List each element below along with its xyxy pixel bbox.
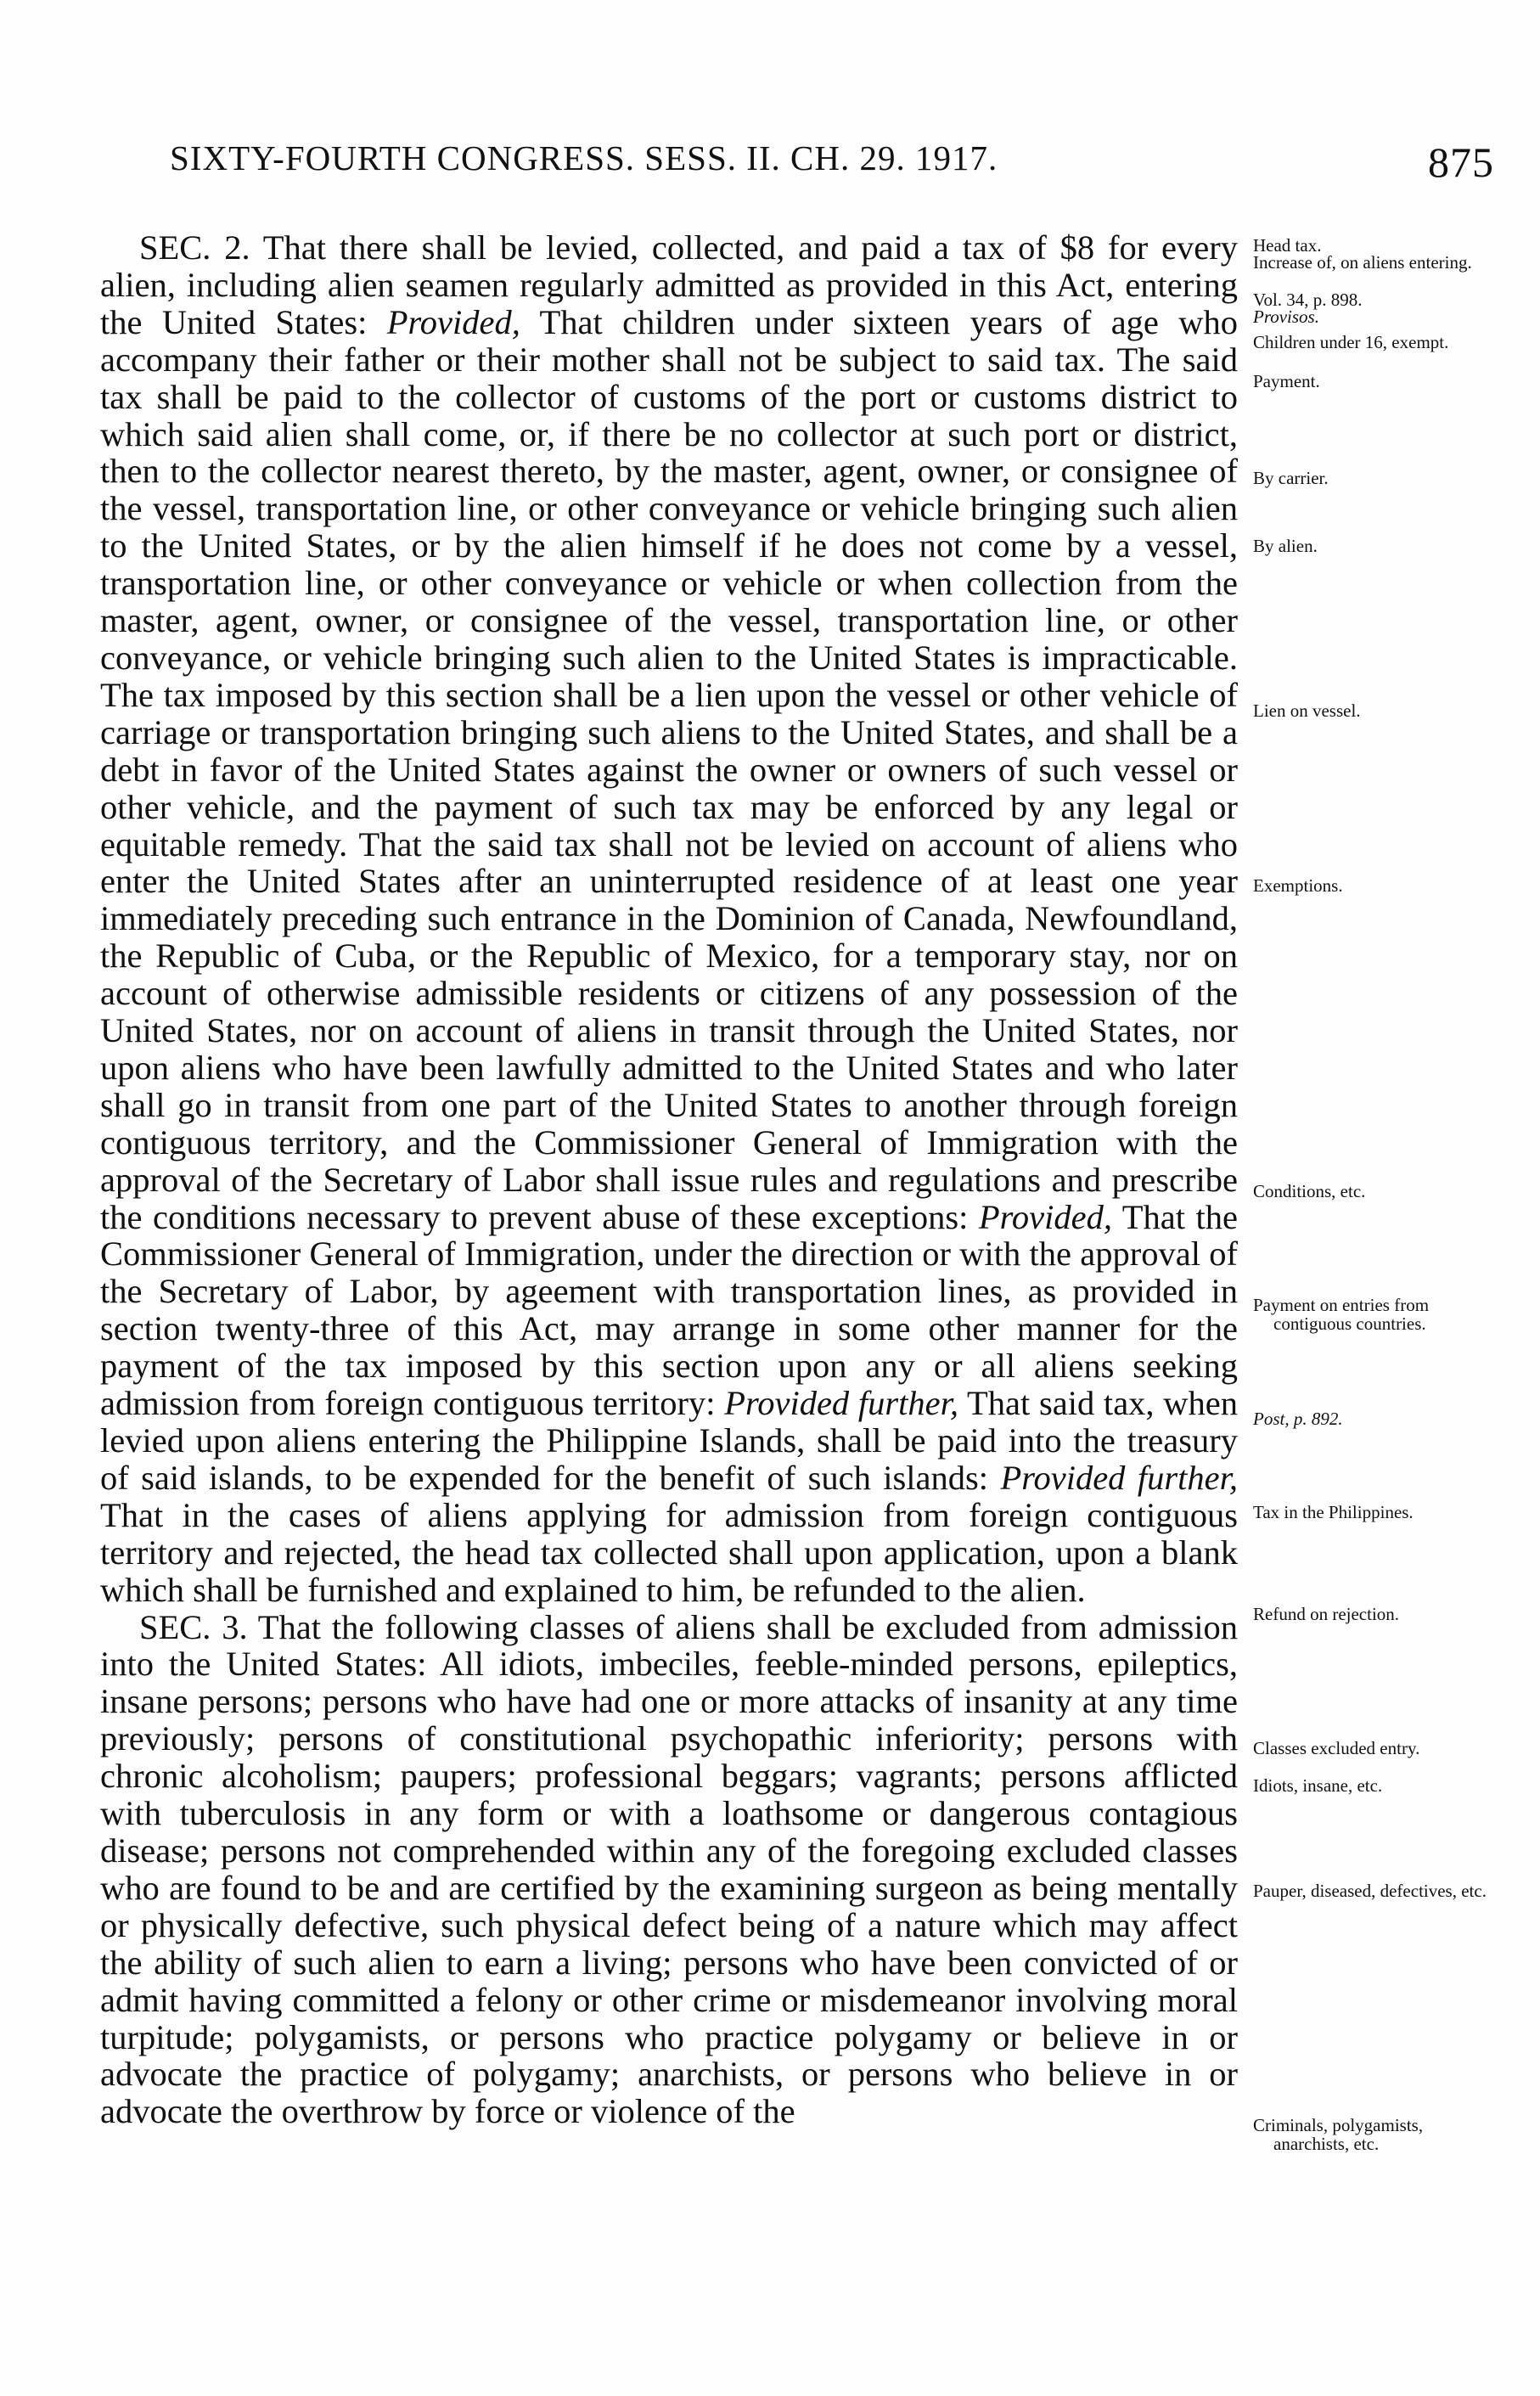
margin-note-increase [1253,253,1499,272]
margin-note-conditions [1253,1182,1499,1201]
statute-body [100,229,1238,2130]
margin-note-by-carrier [1253,469,1499,487]
margin-note-text: Children under 16, exempt. [1253,332,1449,352]
proviso-4: Provided further, [1000,1458,1238,1497]
section-2-text-5: That in the cases of aliens applying for admission from foreign contiguous territory and rejected, the head tax collected shall upon application, upon a blank which shall be furnished and explained to him, be refunded to the alien. [100,1495,1238,1609]
section-2-label: SEC. 2. [139,228,250,267]
proviso-3: Provided further, [724,1384,959,1423]
proviso-1: Provided, [386,302,520,341]
margin-note-text: Lien on vessel. [1253,700,1361,721]
margin-note-text: Provisos. [1253,307,1319,327]
proviso-2: Provided, [978,1197,1112,1236]
page-header [170,138,1494,197]
section-3-paragraph [100,1609,1238,2131]
section-3-text: That the following classes of aliens shall be excluded from admission into the United States: All idiots, imbeciles, feeble-minded persons, epileptics, insane persons; persons who have had one or more attacks of insanity at any time previously; persons of constitutional psychopathic inferiority; persons with chronic alcoholism; paupers; professional beggars; vagrants; persons afflicted with tuberculosis in any form or with a loathsome or dangerous contagious disease; persons not comprehended within any of the foregoing excluded classes who are found to be and are certified by the examining surgeon as being mentally or physically defective, such physical defect being of a nature which may affect the ability of such alien to earn a living; persons who have been convicted of or admit having committed a felony or other crime or misdemeanor involving moral turpitude; polygamists, or persons who practice polygamy or believe in or advocate the practice of polygamy; anarchists, or persons who believe in or advocate the overthrow by force or violence of the [100,1607,1238,2131]
margin-note-by-alien [1253,537,1499,555]
section-2-text-4: That said tax, when levied upon aliens entering the Philippine Islands, shall be paid into the treasury of said islands, to be expended for the benefit of such islands: [100,1384,1238,1497]
margin-note-pauper [1253,1881,1499,1900]
section-2-text-2: That children under sixteen years of age who accompany their father or their mother shall not be subject to said tax. The said tax shall be paid to the collector of customs of the port or customs district to which said alien shall come, or, if there be no collector at such port or district, then to the collector nearest thereto, by the master, agent, owner, or consignee of the vessel, transportation line, or other conveyance or vehicle bringing such alien to the United States, or by the alien himself if he does not come by a vessel, transportation line, or other conveyance or vehicle or when collection from the master, agent, owner, or consignee of the vessel, transportation line, or other conveyance, or vehicle bringing such alien to the United States is impracticable. The tax imposed by this section shall be a lien upon the vessel or other vehicle of carriage or transportation bringing such aliens to the United States, and shall be a debt in favor of the United States against the owner or owners of such vessel or other vehicle, and the payment of such tax may be enforced by any legal or equitable remedy. That the said tax shall not be levied on account of aliens who enter the United States after an uninterrupted residence of at least one year immediately preceding such entrance in the Dominion of Canada, Newfoundland, the Republic of Cuba, or the Republic of Mexico, for a temporary stay, nor on account of otherwise admissible residents or citizens of any possession of the United States, nor on account of aliens in transit through the United States, nor upon aliens who have been lawfully admitted to the United States and who later shall go in transit from one part of the United States to another through foreign contiguous territory, and the Commissioner General of Immigration with the approval of the Secretary of Labor shall issue rules and regulations and prescribe the conditions necessary to prevent abuse of these exceptions: [100,302,1239,1236]
margin-note-payment [1253,372,1499,391]
section-2-paragraph [100,229,1238,1609]
margin-note-text: Pauper, diseased, defectives, etc. [1253,1881,1487,1901]
margin-note-text: Idiots, insane, etc. [1253,1775,1383,1796]
margin-note-text: Payment on entries from contiguous countries. [1253,1295,1430,1334]
margin-note-text: Tax in the Philippines. [1253,1502,1414,1522]
margin-note-text: By carrier. [1253,468,1329,488]
margin-note-criminals [1253,2116,1499,2153]
margin-note-text: Exemptions. [1253,875,1343,896]
margin-note-exemptions [1253,876,1499,895]
margin-note-post-ref [1253,1409,1499,1428]
margin-note-text: Vol. 34, p. 898. [1253,290,1363,310]
margin-note-idiots [1253,1776,1499,1795]
margin-note-refund [1253,1605,1499,1623]
margin-note-payment-entries [1253,1296,1499,1333]
section-2-text-1: That there shall be levied, collected, and paid a tax of $8 for every alien, including alien seamen regularly admitted as provided in this Act, entering the United States: [100,228,1238,341]
margin-note-tax-philippines [1253,1503,1499,1521]
margin-note-lien [1253,701,1499,720]
margin-note-text: Head tax. [1253,235,1322,256]
margin-note-text: Conditions, etc. [1253,1181,1366,1201]
margin-note-text: By alien. [1253,536,1318,556]
section-2-text-3: That the Commissioner General of Immigration, under the direction or with the approval of the Secretary of Labor, by ageement with transportation lines, as provided in section twenty-three of this Act, may arrange in some other manner for the payment of the tax imposed by this section upon any or all aliens seeking admission from foreign contiguous territory: [100,1197,1238,1423]
margin-note-text: Increase of, on aliens entering. [1253,252,1472,273]
margin-note-text: Classes excluded entry. [1253,1738,1420,1758]
margin-note-text: Refund on rejection. [1253,1604,1400,1624]
margin-note-text: Post, p. 892. [1253,1409,1343,1429]
running-head: SIXTY-FOURTH CONGRESS. SESS. II. CH. 29. 1917. [170,138,998,177]
margin-note-text: Payment. [1253,371,1320,391]
margin-note-children [1253,333,1499,352]
margin-note-classes-excluded [1253,1739,1499,1758]
margin-note-text: Criminals, polygamists, anarchists, etc. [1253,2115,1424,2154]
margin-note-provisos [1253,307,1499,326]
section-3-label: SEC. 3. [139,1607,248,1646]
page-number: 875 [1428,138,1494,186]
